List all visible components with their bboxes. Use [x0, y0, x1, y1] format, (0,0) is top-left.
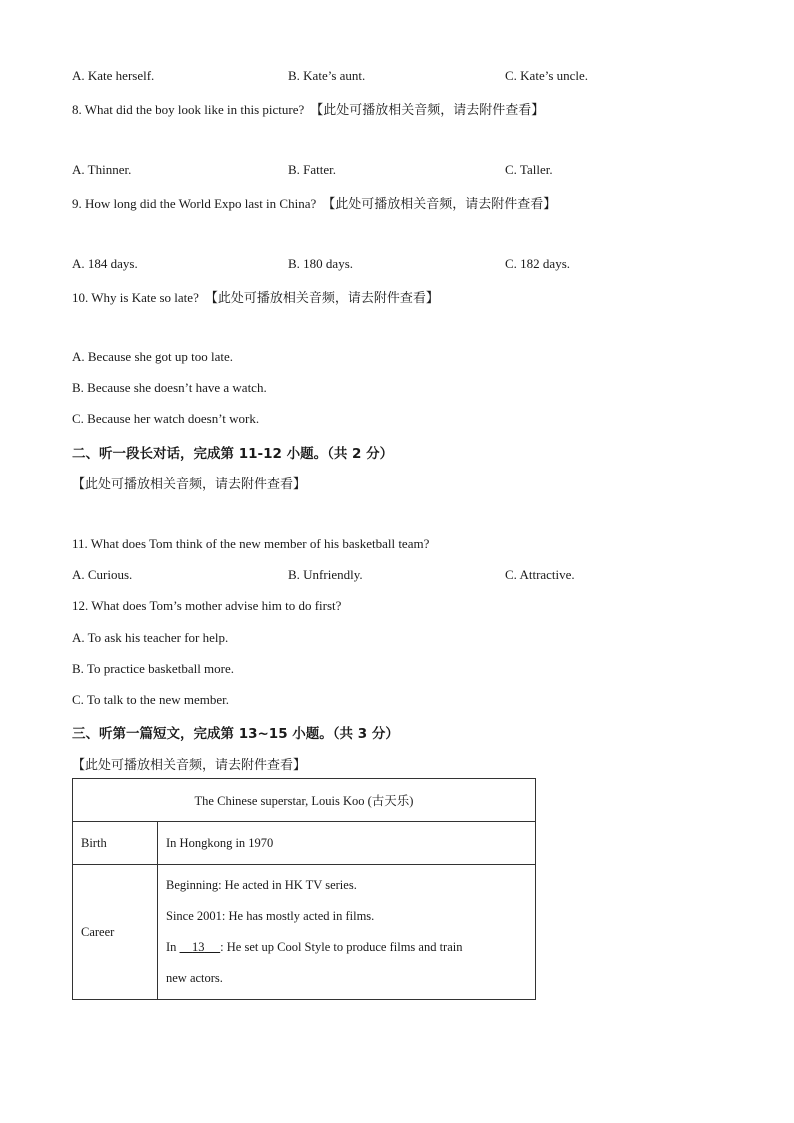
q9-option-b: B. 180 days. [288, 256, 353, 271]
q9-option-a: A. 184 days. [72, 256, 138, 271]
career-line-4: new actors. [166, 971, 223, 985]
career-rest: : He set up Cool Style to produce films and train [220, 940, 463, 954]
q7-option-b: B. Kate’s aunt. [288, 68, 366, 83]
q12-option-a: A. To ask his teacher for help. [72, 630, 229, 645]
birth-label: Birth [73, 822, 158, 865]
q9-option-c: C. 182 days. [505, 256, 570, 271]
q11-option-a: A. Curious. [72, 567, 133, 582]
q11-option-b: B. Unfriendly. [288, 567, 363, 582]
table-title: The Chinese superstar, Louis Koo (古天乐) [73, 779, 536, 822]
q11-option-c: C. Attractive. [505, 567, 575, 582]
career-cell [158, 865, 536, 1000]
answer-blank-13[interactable] [180, 940, 221, 954]
q8-option-b: B. Fatter. [288, 162, 337, 177]
section-3-heading: 三、听第一篇短文，完成第 13~15 小题。（共 3 分） [72, 726, 399, 742]
question-12-text: 12. What does Tom’s mother advise him to do first? [72, 598, 342, 613]
career-line-2: Since 2001: He has mostly acted in films. [166, 909, 375, 923]
audio-link[interactable]: 【此处可播放相关音频，请去附件查看】 [310, 103, 545, 118]
q8-option-c: C. Taller. [505, 162, 553, 177]
audio-link[interactable]: 【此处可播放相关音频，请去附件查看】 [204, 291, 439, 306]
question-10-text: 10. Why is Kate so late? [72, 290, 199, 305]
section-2-audio-link[interactable]: 【此处可播放相关音频，请去附件查看】 [72, 477, 307, 492]
section-2-heading: 二、听一段长对话，完成第 11-12 小题。（共 2 分） [72, 446, 394, 462]
audio-link[interactable]: 【此处可播放相关音频，请去附件查看】 [322, 197, 557, 212]
question-9 [72, 193, 556, 212]
q8-option-a: A. Thinner. [72, 162, 132, 177]
birth-value: In Hongkong in 1970 [158, 822, 536, 865]
q10-option-c: C. Because her watch doesn’t work. [72, 411, 260, 426]
q7-option-a: A. Kate herself. [72, 68, 155, 83]
question-11-text: 11. What does Tom think of the new member of his basketball team? [72, 536, 430, 551]
career-line-3 [166, 932, 527, 963]
question-8-text: 8. What did the boy look like in this picture? [72, 102, 305, 117]
info-table [72, 778, 536, 1000]
section-3-audio-link[interactable]: 【此处可播放相关音频，请去附件查看】 [72, 758, 307, 773]
question-9-text: 9. How long did the World Expo last in China? [72, 196, 317, 211]
q12-option-c: C. To talk to the new member. [72, 692, 229, 707]
blank-number: 13 [192, 940, 205, 954]
question-10 [72, 287, 439, 306]
career-line-1: Beginning: He acted in HK TV series. [166, 878, 357, 892]
q12-option-b: B. To practice basketball more. [72, 661, 235, 676]
q10-option-a: A. Because she got up too late. [72, 349, 234, 364]
q10-option-b: B. Because she doesn’t have a watch. [72, 380, 267, 395]
question-8 [72, 99, 544, 118]
career-label: Career [73, 865, 158, 1000]
career-in: In [166, 940, 180, 954]
q7-option-c: C. Kate’s uncle. [505, 68, 589, 83]
